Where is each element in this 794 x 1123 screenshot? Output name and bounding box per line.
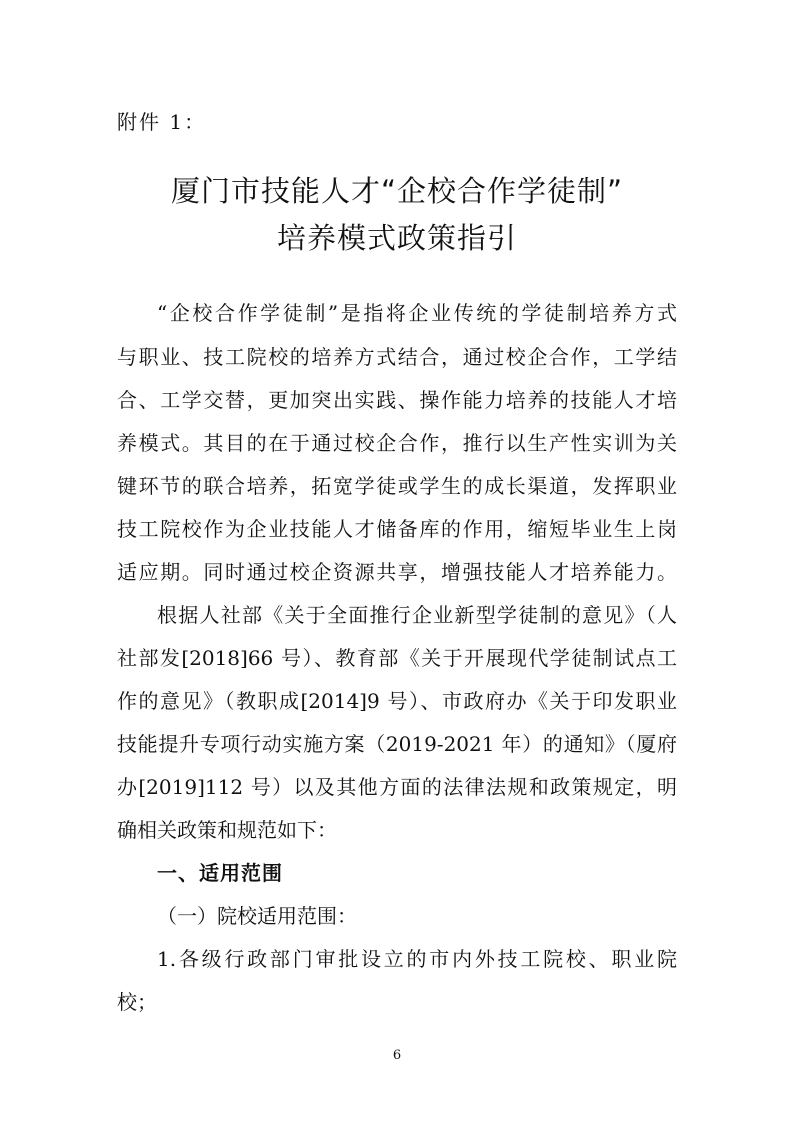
paragraph-2-line: 作的意见》（教职成[2014]9 号）、市政府办《关于印发职业 xyxy=(117,689,677,713)
list-item-line: 1.各级行政部门审批设立的市内外技工院校、职业院 xyxy=(157,947,677,971)
document-title-line-1: 厦门市技能人才“企校合作学徒制” xyxy=(170,174,624,208)
list-item-line: 校； xyxy=(117,990,157,1014)
paragraph-2-line: 技能提升专项行动实施方案（2019-2021 年）的通知》（厦府 xyxy=(117,732,677,756)
paragraph-1-line: “企校合作学徒制”是指将企业传统的学徒制培养方式 xyxy=(157,301,677,325)
paragraph-1-line: 合、工学交替，更加突出实践、操作能力培养的技能人才培 xyxy=(117,388,677,412)
paragraph-1-line: 技工院校作为企业技能人才储备库的作用，缩短毕业生上岗 xyxy=(117,517,677,541)
paragraph-1-line: 键环节的联合培养，拓宽学徒或学生的成长渠道，发挥职业 xyxy=(117,474,677,498)
paragraph-2-line: 办[2019]112 号）以及其他方面的法律法规和政策规定，明 xyxy=(117,775,677,799)
paragraph-2-line: 确相关政策和规范如下： xyxy=(117,818,337,842)
attachment-label: 附件 1： xyxy=(117,110,207,134)
paragraph-2-line: 根据人社部《关于全面推行企业新型学徒制的意见》（人 xyxy=(157,603,677,627)
paragraph-1-line: 养模式。其目的在于通过校企合作，推行以生产性实训为关 xyxy=(117,431,677,455)
subsection-heading: （一）院校适用范围： xyxy=(157,904,357,928)
document-title-line-2: 培养模式政策指引 xyxy=(276,221,517,255)
paragraph-1-line: 与职业、技工院校的培养方式结合，通过校企合作，工学结 xyxy=(117,345,677,369)
section-heading: 一、适用范围 xyxy=(157,861,283,885)
page-number: 6 xyxy=(392,1048,402,1063)
paragraph-1-line: 适应期。同时通过校企资源共享，增强技能人才培养能力。 xyxy=(117,560,677,584)
paragraph-2-line: 社部发[2018]66 号）、教育部《关于开展现代学徒制试点工 xyxy=(117,646,677,670)
